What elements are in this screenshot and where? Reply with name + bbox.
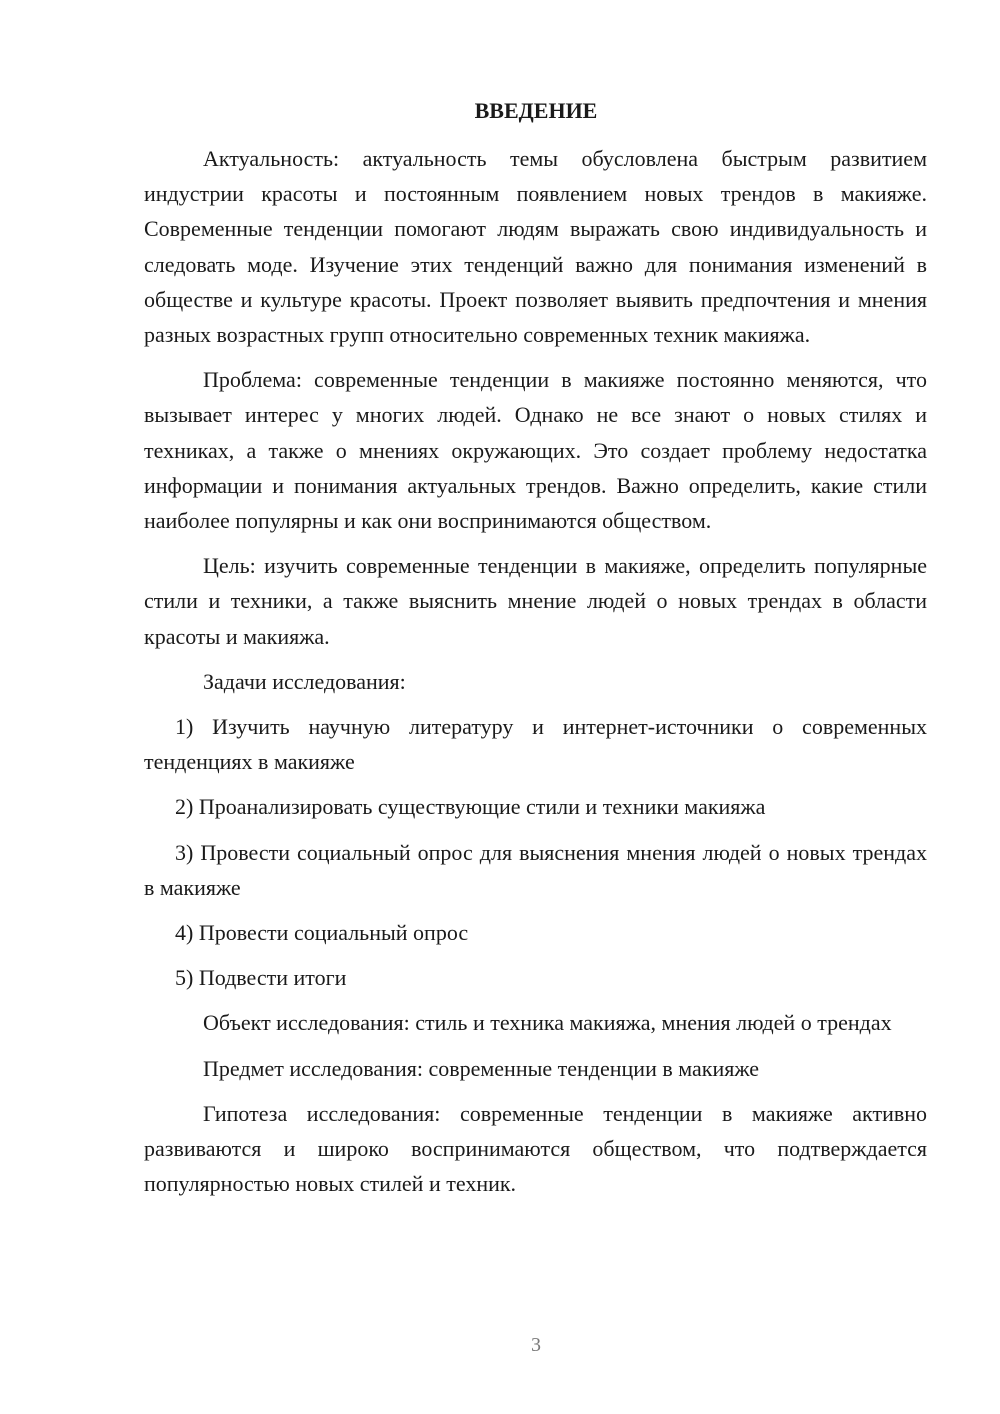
task-item-5: 5) Подвести итоги xyxy=(175,965,347,991)
page-body xyxy=(144,141,927,1211)
relevance-paragraph: Актуальность: актуальность темы обусловлена быстрым развитием индустрии красоты и постоянным появлением новых трендов в макияже. Современные тенденции помогают людям выражать свою индивидуальность и следовать моде. Изучение этих тенденций важно для понимания изменений в обществе и культуре красоты. Проект позволяет выявить предпочтения и мнения разных возрастных групп относительно современных техник макияжа. xyxy=(144,146,927,348)
task-item-3: 3) Провести социальный опрос для выяснения мнения людей о новых трендах в макияже xyxy=(144,839,927,900)
tasks-heading: Задачи исследования: xyxy=(203,668,406,694)
page-number: 3 xyxy=(531,1334,541,1356)
task-item-1: 1) Изучить научную литературу и интернет-источники о современных тенденциях в макияже xyxy=(144,714,927,775)
object-paragraph: Объект исследования: стиль и техника макияжа, мнения людей о трендах xyxy=(203,1010,892,1036)
page-title: ВВЕДЕНИЕ xyxy=(474,98,598,123)
goal-paragraph: Цель: изучить современные тенденции в макияже, определить популярные стили и техники, а также выяснить мнение людей о новых трендах в области красоты и макияжа. xyxy=(144,553,927,649)
task-item-2: 2) Проанализировать существующие стили и техники макияжа xyxy=(175,794,766,820)
problem-paragraph: Проблема: современные тенденции в макияже постоянно меняются, что вызывает интерес у многих людей. Однако не все знают о новых стилях и техниках, а также о мнениях окружающих. Это создает проблему недостатка информации и понимания актуальных трендов. Важно определить, какие стили наиболее популярны и как они воспринимаются обществом. xyxy=(144,367,927,534)
hypothesis-paragraph: Гипотеза исследования: современные тенденции в макияже активно развиваются и широко воспринимаются обществом, что подтверждается популярностью новых стилей и техник. xyxy=(144,1100,927,1197)
task-item-4: 4) Провести социальный опрос xyxy=(175,920,469,946)
subject-paragraph: Предмет исследования: современные тенденции в макияже xyxy=(203,1055,760,1081)
